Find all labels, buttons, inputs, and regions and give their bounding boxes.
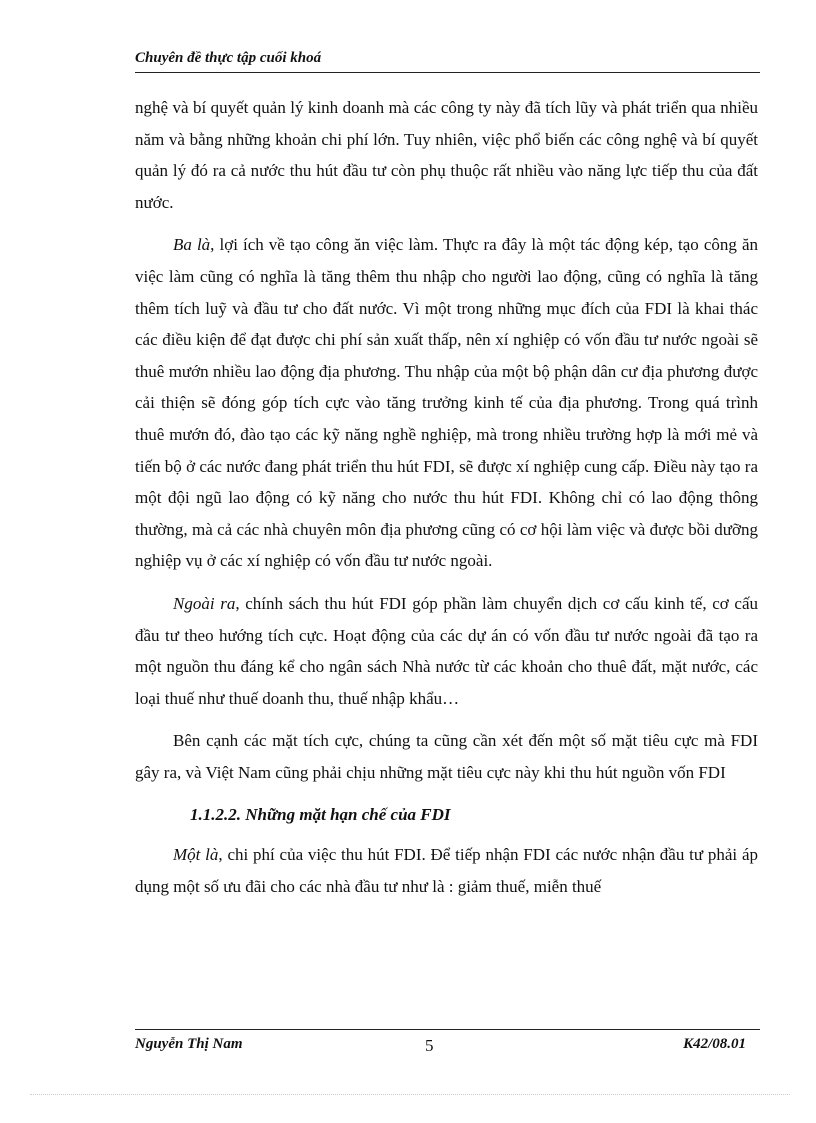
paragraph-2-text: , lợi ích về tạo công ăn việc làm. Thực ra đây là một tác động kép, tạo công ăn việc làm cũng có nghĩa là tăng thêm thu nhập cho người lao động, cũng có nghĩa là tăng thêm tích luỹ và đầu tư cho đất nước. Vì một trong những mục đích của FDI là khai thác các điều kiện để đạt được chi phí sản xuất thấp, nên xí nghiệp có vốn đầu tư nước ngoài sẽ thuê mướn nhiều lao động địa phương. Thu nhập của một bộ phận dân cư địa phương được cải thiện sẽ đóng góp tích cực vào tăng trưởng kinh tế của địa phương. Trong quá trình thuê mướn đó, đào tạo các kỹ năng nghề nghiệp, mà trong nhiều trường hợp là mới mẻ và tiến bộ ở các nước đang phát triển thu hút FDI, sẽ được xí nghiệp cung cấp. Điều này tạo ra một đội ngũ lao động có kỹ năng cho nước thu hút FDI. Không chỉ có lao động thông thường, mà cả các nhà chuyên môn địa phương cũng có cơ hội làm việc và được bồi dưỡng nghiệp vụ ở các xí nghiệp có vốn đầu tư nước ngoài. [135, 235, 759, 571]
footer-author: Nguyễn Thị Nam [135, 1036, 243, 1052]
paragraph-5-lead: Một là [173, 845, 219, 865]
document-body [135, 92, 758, 913]
page-footer [135, 1036, 760, 1056]
paragraph-5-text: , chi phí của việc thu hút FDI. Để tiếp nhận FDI các nước nhận đầu tư phải áp dụng một số ưu đãi cho các nhà đầu tư như là : giảm thuế, miễn thuế [135, 845, 758, 896]
paragraph-3-text: , chính sách thu hút FDI góp phần làm chuyển dịch cơ cấu kinh tế, cơ cấu đầu tư theo hướng tích cực. Hoạt động của các dự án có vốn đầu tư nước ngoài đã tạo ra một nguồn thu đáng kể cho ngân sách Nhà nước từ các khoản cho thuê đất, mặt nước, các loại thuế như thuế doanh thu, thuế nhập khẩu… [135, 593, 758, 708]
paragraph-5 [135, 839, 758, 902]
section-heading: 1.1.2.2. Những mặt hạn chế của FDI [190, 805, 451, 825]
paragraph-1: nghệ và bí quyết quản lý kinh doanh mà các công ty này đã tích lũy và phát triển qua nhiều năm và bằng những khoản chi phí lớn. Tuy nhiên, việc phổ biến các công nghệ và bí quyết quản lý đó ra cả nước thu hút đầu tư còn phụ thuộc rất nhiều vào năng lực tiếp thu của đất nước. [135, 98, 758, 212]
header-title: Chuyên đề thực tập cuối khoá [135, 50, 322, 66]
footer-divider [135, 1029, 760, 1030]
paragraph-3-lead: Ngoài ra [173, 593, 236, 613]
paragraph-2-lead: Ba là [173, 235, 211, 255]
page-header [135, 50, 760, 73]
page-bottom-dotted-line [30, 1094, 790, 1095]
paragraph-2 [135, 229, 758, 577]
footer-code: K42/08.01 [683, 1036, 746, 1052]
page-number: 5 [425, 1036, 434, 1055]
paragraph-4: Bên cạnh các mặt tích cực, chúng ta cũng cần xét đến một số mặt tiêu cực mà FDI gây ra, và Việt Nam cũng phải chịu những mặt tiêu cực này khi thu hút nguồn vốn FDI [135, 731, 758, 782]
paragraph-3 [135, 588, 758, 714]
